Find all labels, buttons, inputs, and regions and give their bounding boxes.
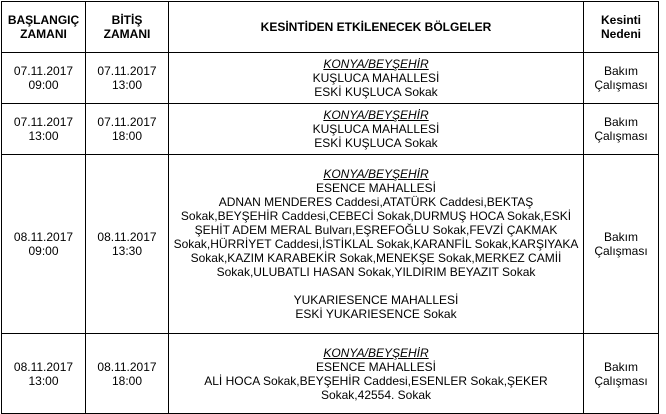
start-date: 08.11.2017 <box>13 359 74 374</box>
reason-cell <box>584 334 659 414</box>
area-line: ESENCE MAHALLESİ <box>315 359 437 374</box>
start-time-cell <box>2 155 86 334</box>
start-date: 07.11.2017 <box>13 115 74 129</box>
end-time-cell <box>86 334 169 414</box>
reason-line-2: Çalışması <box>594 244 648 258</box>
area-line: ESKİ YUKARIESENCE Sokak <box>295 307 457 321</box>
region-name: KONYA/BEYŞEHİR <box>323 108 429 122</box>
area-line: ESENCE MAHALLESİ <box>315 181 437 195</box>
affected-areas-cell <box>169 104 584 155</box>
area-line: Sokak,HÜRRİYET Caddesi,İSTİKLAL Sokak,KARANFİL Sokak,KARŞIYAKA <box>173 237 579 251</box>
start-time-cell <box>2 334 86 414</box>
area-line: YUKARIESENCE MAHALLESİ <box>293 293 459 307</box>
header-row <box>2 2 659 53</box>
reason-line-1: Bakım <box>603 115 638 129</box>
end-date: 07.11.2017 <box>97 115 157 129</box>
end-date: 07.11.2017 <box>97 64 157 78</box>
end-time: 18:00 <box>111 129 143 143</box>
table-row <box>2 53 659 104</box>
header-start-line-1: BAŞLANGIÇ <box>7 13 80 27</box>
end-date: 08.11.2017 <box>97 230 157 244</box>
header-end-line-1: BİTİŞ <box>111 13 143 27</box>
end-time: 13:30 <box>111 244 143 258</box>
start-time: 09:00 <box>28 244 59 258</box>
end-time-cell <box>86 53 169 104</box>
end-time: 18:00 <box>111 373 143 388</box>
header-affected-areas: KESİNTİDEN ETKİLENECEK BÖLGELER <box>169 2 584 53</box>
affected-areas-cell <box>169 334 584 414</box>
end-date: 08.11.2017 <box>97 359 157 374</box>
reason-line-2: Çalışması <box>594 129 648 143</box>
area-line: ESKİ KUŞLUCA Sokak <box>314 136 438 150</box>
reason-cell <box>584 53 659 104</box>
start-time-cell <box>2 53 86 104</box>
region-name: KONYA/BEYŞEHİR <box>323 167 429 181</box>
area-line: Sokak,KAZIM KARABEKİR Sokak,MENEKŞE Sokak,MERKEZ CAMİİ <box>190 251 562 265</box>
start-time: 13:00 <box>28 373 59 388</box>
start-time: 13:00 <box>28 129 59 143</box>
reason-cell <box>584 155 659 334</box>
reason-line-2: Çalışması <box>594 373 648 388</box>
start-date: 08.11.2017 <box>13 230 74 244</box>
header-start-line-2: ZAMANI <box>20 27 67 41</box>
area-line: ŞEHİT ADEM MERAL Bulvarı,EŞREFOĞLU Sokak,FEVZİ ÇAKMAK <box>194 223 558 237</box>
start-time-cell <box>2 104 86 155</box>
reason-cell <box>584 104 659 155</box>
end-time: 13:00 <box>111 78 143 92</box>
area-line: ESKİ KUŞLUCA Sokak <box>314 85 438 99</box>
area-line: KUŞLUCA MAHALLESİ <box>312 122 440 136</box>
affected-areas-cell <box>169 53 584 104</box>
region-name: KONYA/BEYŞEHİR <box>323 57 429 71</box>
end-time-cell <box>86 155 169 334</box>
header-reason-line-2: Nedeni <box>600 27 641 41</box>
area-line: ALİ HOCA Sokak,BEYŞEHİR Caddesi,ESENLER Sokak,ŞEKER <box>204 373 548 388</box>
table-row <box>2 155 659 334</box>
header-end-line-2: ZAMANI <box>103 27 151 41</box>
start-date: 07.11.2017 <box>13 64 74 78</box>
area-line: Sokak,42554. Sokak <box>320 387 432 402</box>
reason-line-1: Bakım <box>603 64 638 78</box>
header-end-time <box>86 2 169 53</box>
start-time: 09:00 <box>28 78 59 92</box>
table-row <box>2 104 659 155</box>
area-line: ADNAN MENDERES Caddesi,ATATÜRK Caddesi,BEKTAŞ <box>218 195 534 209</box>
end-time-cell <box>86 104 169 155</box>
reason-line-2: Çalışması <box>594 78 648 92</box>
reason-line-1: Bakım <box>603 230 638 244</box>
affected-areas-cell <box>169 155 584 334</box>
header-start-time <box>2 2 86 53</box>
spacer <box>171 279 581 293</box>
power-outage-table <box>1 1 659 414</box>
table-row <box>2 334 659 414</box>
header-reason-line-1: Kesinti <box>600 13 641 27</box>
area-line: KUŞLUCA MAHALLESİ <box>312 71 440 85</box>
area-line: Sokak,ULUBATLI HASAN Sokak,YILDIRIM BEYAZIT Sokak <box>216 265 536 279</box>
reason-line-1: Bakım <box>603 359 638 374</box>
header-reason <box>584 2 659 53</box>
region-name: KONYA/BEYŞEHİR <box>323 345 429 360</box>
area-line: Sokak,BEYŞEHİR Caddesi,CEBECİ Sokak,DURMUŞ HOCA Sokak,ESKİ <box>180 209 572 223</box>
